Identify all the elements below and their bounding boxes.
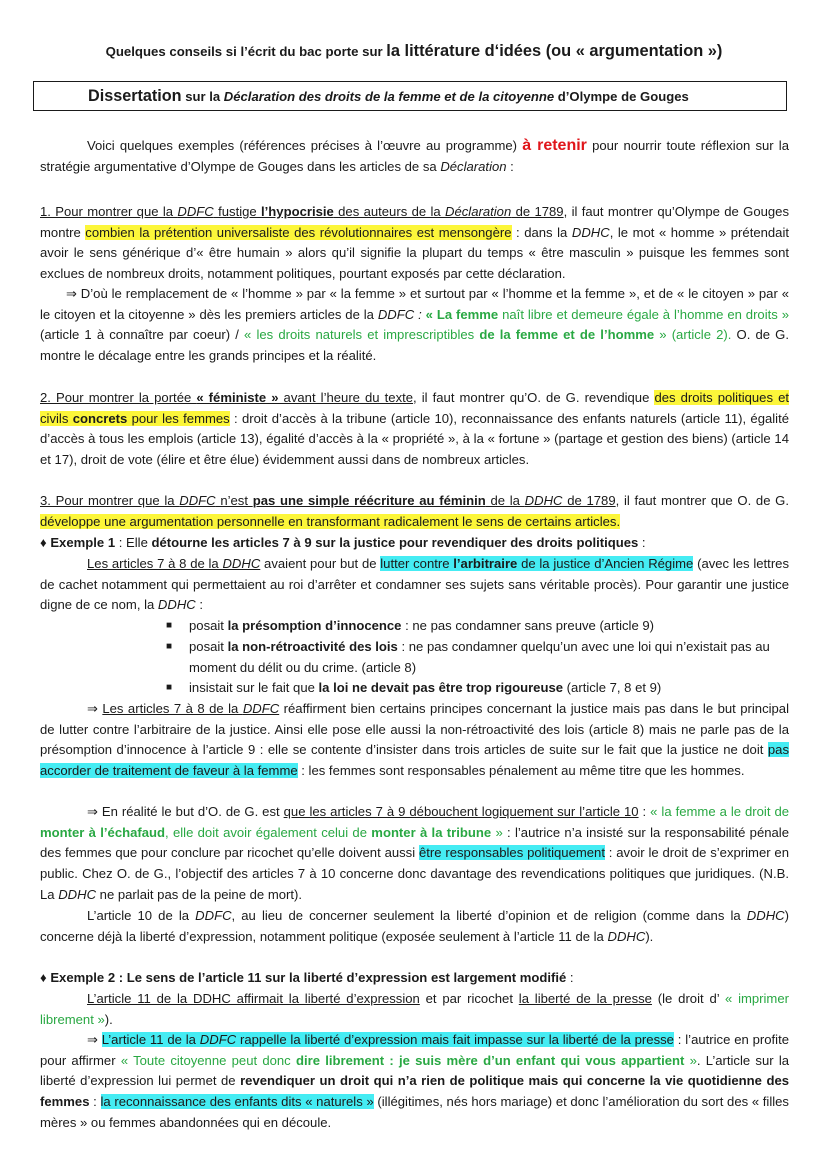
list-item: ■ posait la non-rétroactivité des lois : ne pas condamner quelqu’un avec une loi qui n’existait pas au moment du délit ou du crime. (article 8) [166, 639, 770, 675]
example-2-heading: ♦ Exemple 2 : Le sens de l’article 11 sur la liberté d’expression est largement modifié : [40, 970, 574, 985]
example-2-paragraph-1: L’article 11 de la DDHC affirmait la liberté d’expression et par ricochet la liberté de la presse (le droit d’ « imprimer librement »). [40, 991, 789, 1027]
subtitle: Dissertation sur la Déclaration des droits de la femme et de la citoyenne d’Olympe de Gouges [88, 87, 689, 105]
diamond-icon: ♦ [40, 970, 51, 985]
example-1-paragraph-1: Les articles 7 à 8 de la DDHC avaient pour but de lutter contre l’arbitraire de la justice d’Ancien Régime (avec les lettres de cachet notamment qui permettaient au roi d’arrêter et condamner ses sujets sans véritable procès). Pour garantir une justice digne de ce nom, la DDHC : [40, 556, 790, 613]
diamond-icon: ♦ [40, 535, 51, 550]
implies-arrow-icon: ⇒ [87, 1032, 102, 1047]
implies-arrow-icon: ⇒ [66, 286, 77, 301]
section-1-paragraph: 1. Pour montrer que la DDFC fustige l’hypocrisie des auteurs de la Déclaration de 1789, il faut montrer qu’Olympe de Gouges montre combien la prétention universaliste des révolutionnaires est mensongère : dans la DDHC, le mot « homme » prétendait avoir le sens générique d’« être humain » alors qu’il signifie la plupart du temps « être masculin » puisque les femmes sont exclues de nombreux droits, notamment politiques, pourtant exposés par cette déclaration. [40, 204, 790, 282]
section-3-paragraph: 3. Pour montrer que la DDFC n’est pas une simple réécriture au féminin de la DDHC de 1789, il faut montrer que O. de G. développe une argumentation personnelle en transformant radicalement le sens de certains articles. [40, 493, 790, 529]
implies-arrow-icon: ⇒ [87, 701, 103, 716]
page-title: Quelques conseils si l’écrit du bac porte sur la littérature d‘idées (ou « argumentation ») [105, 42, 723, 60]
example-2-paragraph-2: ⇒ L’article 11 de la DDFC rappelle la liberté d’expression mais fait impasse sur la liberté de la presse : l’autrice en profite pour affirmer « Toute citoyenne peut donc dire librement : je suis mère d’un enfant qui vous appartient ». L’article sur la liberté d’expression lui permet de revendiquer un droit qui n’a rien de politique mais qui concerne la vie quotidienne des femmes : la reconnaissance des enfants dits « naturels » (illégitimes, nés hors mariage) et donc l’amélioration du sort des « filles mères » ou femmes abandonnées qui en découle. [40, 1032, 790, 1130]
square-bullet-icon: ■ [166, 641, 173, 652]
intro-paragraph: Voici quelques exemples (références précises à l’œuvre au programme) à retenir pour nourrir toute réflexion sur la stratégie argumentative d’Olympe de Gouges dans les articles de sa Déclaration : [40, 137, 789, 174]
square-bullet-icon: ■ [166, 620, 173, 631]
example-1-paragraph-3: ⇒ En réalité le but d’O. de G. est que les articles 7 à 9 débouchent logiquement sur l’article 10 : « la femme a le droit de monter à l’échafaud, elle doit avoir également celui de monter à la tribune » : l’autrice n’a insisté sur la responsabilité pénale des femmes que pour conclure par ricochet qu’elle doivent aussi être responsables politiquement : avoir le droit de s’exprimer en public. Chez O. de G., l’objectif des articles 7 à 10 concerne donc davantage des revendications politiques que juridiques. (N.B. La DDHC ne parlait pas de la peine de mort). [40, 804, 790, 902]
square-bullet-icon: ■ [166, 682, 173, 693]
list-item: ■ posait la présomption d’innocence : ne pas condamner sans preuve (article 9) [189, 616, 789, 637]
example-1-paragraph-4: L’article 10 de la DDFC, au lieu de concerner seulement la liberté d’opinion et de religion (comme dans la DDHC) concerne déjà la liberté d’expression, notamment politique (exposée seulement à l’article 11 de la DDHC). [40, 908, 789, 944]
list-item: ■ insistait sur le fait que la loi ne devait pas être trop rigoureuse (article 7, 8 et 9) [189, 678, 789, 699]
implies-arrow-icon: ⇒ [87, 804, 98, 819]
example-1-heading: ♦ Exemple 1 : Elle détourne les articles 7 à 9 sur la justice pour revendiquer des droits politiques : [40, 535, 646, 550]
section-1-followup: ⇒ D’où le remplacement de « l’homme » par « la femme » et surtout par « l’homme et la femme », et de « le citoyen » par « le citoyen et la citoyenne » dès les premiers articles de la DDFC : « La femme naît libre et demeure égale à l’homme en droits » (article 1 à connaître par coeur) / « les droits naturels et imprescriptibles de la femme et de l’homme » (article 2). O. de G. montre le décalage entre les grands principes et la réalité. [40, 286, 790, 364]
example-1-paragraph-2: ⇒ Les articles 7 à 8 de la DDFC réaffirment bien certains principes concernant la justice mais pas dans le but principal de lutter contre l’arbitraire de la justice. Ainsi elle pose elle aussi la non-rétroactivité des lois (article 8) mais ne parle pas de la présomption d’innocence à l’article 9 : elle se contente d’insister dans trois articles de suite sur le fait que la justice ne doit pas accorder de traitement de faveur à la femme : les femmes sont responsables pénalement au même titre que les hommes. [40, 701, 789, 779]
section-2-paragraph: 2. Pour montrer la portée « féministe » avant l’heure du texte, il faut montrer qu’O. de G. revendique des droits politiques et civils concrets pour les femmes : droit d’accès à la tribune (article 10), reconnaissance des enfants naturels (article 11), égalité d’accès à tous les emplois (article 13), égalité d’accès à la « propriété », à la « fortune » (partage et gestion des biens) (article 14 et 17), droit de vote (élire et être élue) évidemment aussi dans de nombreux articles. [40, 390, 790, 468]
